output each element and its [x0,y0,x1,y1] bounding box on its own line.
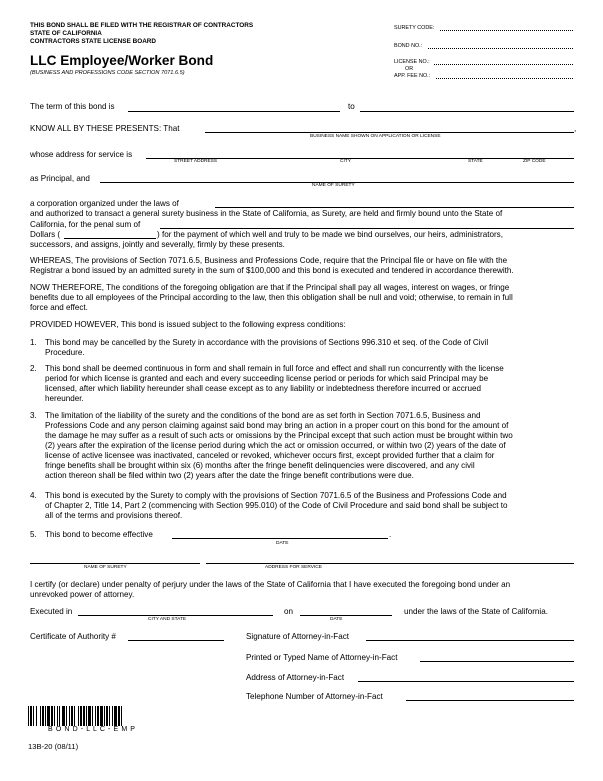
page-title: LLC Employee/Worker Bond [30,53,214,68]
bond-no-field[interactable] [428,48,573,49]
condition-3-line: Professions Code and any person claiming against said bond may bring an action in a proper court on this bond for the amount of [45,421,509,430]
barcode [28,706,194,726]
corp-line-5: successors, and assigns, jointly and severally, firmly by these presents. [30,240,285,249]
app-fee-no-field[interactable] [436,78,573,79]
surety-address-field[interactable] [206,563,574,564]
printed-name-field[interactable] [420,661,574,662]
license-no-label: LICENSE NO.: [394,59,430,65]
surety-name-sign-field[interactable] [30,563,200,564]
surety-code-label: SURETY CODE: [394,25,435,31]
filing-notice: THIS BOND SHALL BE FILED WITH THE REGISTRAR OF CONTRACTORS [30,22,254,29]
term-end-field[interactable] [360,111,574,112]
condition-3-line: license of active licensee was inactivated, canceled or revoked, whichever occurs first, except provided further that a claim for [45,451,495,460]
city-caption: CITY [340,159,351,164]
certify-line-1: I certify (or declare) under penalty of perjury under the laws of the State of California that I have executed the foregoing bond under an [30,580,511,589]
condition-3-line: action thereon shall be filed within two (2) years after the date the fringe benefit contributions were due. [45,471,414,480]
signature-field[interactable] [366,640,574,641]
condition-2-line: hereunder. [45,394,84,403]
effective-dot: . [389,530,392,539]
condition-3-line: The limitation of the liability of the surety and the conditions of the bond are as set forth in Section 7071.6.5, Business and [45,411,481,420]
board-name: CONTRACTORS STATE LICENSE BOARD [30,38,157,45]
provided-however: PROVIDED HOWEVER, This bond is issued subject to the following express conditions: [30,320,346,329]
now-therefore-line-3: force and effect. [30,303,88,312]
condition-2-line: period for which license is granted and each and every succeeding license period or periods for which said Principal may be [45,374,489,383]
app-fee-no-label: APP. FEE NO.: [394,73,431,79]
term-label: The term of this bond is [30,102,115,111]
condition-4-line: This bond is executed by the Surety to comply with the provisions of Section 7071.6.5 of the Business and Professions Code and [45,491,507,500]
condition-1-number: 1. [30,338,37,347]
or-label: OR [405,66,414,72]
condition-1-line: Procedure. [45,348,85,357]
effective-label: This bond to become effective [45,530,153,539]
now-therefore-line-2: benefits due to all employees of the Principal according to the law, then this obligation shall be null and void; otherwise, to remain in full [30,293,513,302]
attorney-address-field[interactable] [358,681,574,682]
cert-authority-field[interactable] [128,640,224,641]
state-name: STATE OF CALIFORNIA [30,30,102,37]
whereas-line-1: WHEREAS, The provisions of Section 7071.6.5, Business and Professions Code, require that the Principal file or have on file with the [30,256,508,265]
condition-3-line: fringe benefits shall be brought within six (6) months after the fringe benefit delinquencies were discovered, and any civil [45,461,475,470]
signature-label: Signature of Attorney-in-Fact [246,632,350,641]
attorney-address-label: Address of Attorney-in-Fact [246,673,345,682]
surety-code-field[interactable] [440,30,573,31]
penal-sum-number-field[interactable] [64,238,156,239]
condition-4-line: all of the terms and provisions thereof. [45,511,183,520]
street-caption: STREET ADDRESS [174,159,218,164]
certify-line-2: unrevoked power of attorney. [30,590,135,599]
effective-date-caption: DATE [276,541,289,546]
surety-name-sign-caption: NAME OF SURETY [84,565,127,570]
effective-date-field[interactable] [172,538,388,539]
condition-5-number: 5. [30,530,37,539]
condition-3-line: the damage he may suffer as a result of such acts or omissions by the Principal except that such action must be brought within two [45,431,513,440]
cert-authority-label: Certificate of Authority # [30,632,116,641]
executed-tail: under the laws of the State of California. [404,607,548,616]
barcode-text: B O N D - L L C - E M P [48,726,136,733]
whereas-line-2: Registrar a bond issued by an admitted surety in the sum of $100,000 and this bond is executed and tendered in accordance therewith. [30,266,514,275]
condition-3-line: (2) years after the expiration of the license period during which the act or omission occurred, or within two (2) years of the date of [45,441,506,450]
bond-no-label: BOND NO.: [394,43,423,49]
state-of-incorporation-field[interactable] [215,207,574,208]
condition-2-line: licensed, after which liability hereunder shall cease except as to any liability or indebtedness therefore incurred or accrued [45,384,481,393]
know-all-label: KNOW ALL BY THESE PRESENTS: That [30,124,180,133]
condition-2-number: 2. [30,364,37,373]
form-number: 13B-20 (08/11) [28,742,79,751]
state-caption: STATE [468,159,483,164]
license-no-field[interactable] [434,64,573,65]
principal-label: as Principal, and [30,174,90,183]
zip-caption: ZIP CODE [523,159,546,164]
executed-city-caption: CITY AND STATE [148,617,187,622]
business-name-caption: BUSINESS NAME SHOWN ON APPLICATION OR LICENSE [310,134,441,139]
page-subtitle: (BUSINESS AND PROFESSIONS CODE SECTION 7071.6.5) [30,70,185,76]
telephone-label: Telephone Number of Attorney-in-Fact [246,692,383,701]
corp-line-2: and authorized to transact a general surety business in the State of California, as Surety, are held and firmly bound unto the State of [30,209,503,218]
telephone-field[interactable] [406,700,574,701]
condition-1-line: This bond may be cancelled by the Surety in accordance with the provisions of Sections 996.310 et seq. of the Code of Civil [45,338,489,347]
executed-city-field[interactable] [78,615,273,616]
corp-line-4b: ) for the payment of which well and truly to be made we bind ourselves, our heirs, administrators, [157,230,503,239]
executed-date-caption: DATE [330,617,343,622]
term-start-field[interactable] [128,111,340,112]
executed-on-label: on [284,607,294,616]
executed-date-field[interactable] [300,615,392,616]
surety-name-caption: NAME OF SURETY [312,183,355,188]
corp-line-3: California, for the penal sum of [30,220,141,229]
now-therefore-line-1: NOW THEREFORE, The conditions of the foregoing obligation are that if the Principal shall pay all wages, interest on wages, or fringe [30,283,510,292]
know-all-comma: , [574,124,577,133]
term-to-label: to [348,102,355,111]
penal-sum-words-field[interactable] [160,228,574,229]
condition-4-number: 4. [30,491,37,500]
business-name-field[interactable] [205,132,574,133]
surety-address-caption: ADDRESS FOR SERVICE [265,565,322,570]
executed-label: Executed in [30,607,73,616]
corp-line-1: a corporation organized under the laws of [30,199,179,208]
condition-3-number: 3. [30,411,37,420]
printed-name-label: Printed or Typed Name of Attorney-in-Fact [246,653,398,662]
condition-2-line: This bond shall be deemed continuous in form and shall remain in full force and effect and shall run concurrently with the license [45,364,504,373]
condition-4-line: of Chapter 2, Title 14, Part 2 (commencing with Section 995.010) of the Code of Civil Procedure and said bond shall be subject to [45,501,508,510]
corp-line-4a: Dollars ( [30,230,61,239]
address-label: whose address for service is [30,150,133,159]
barcode-bar [122,706,123,726]
